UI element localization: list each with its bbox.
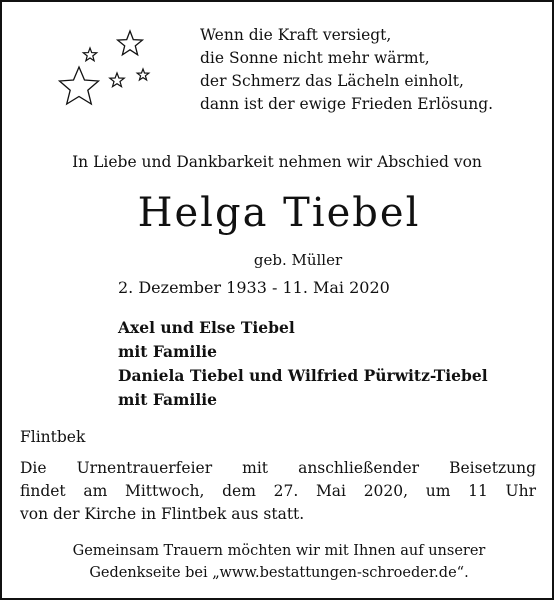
poem-line: die Sonne nicht mehr wärmt, xyxy=(200,49,430,67)
ceremony-line: Die Urnentrauerfeier mit anschließender Beisetzung xyxy=(20,459,536,477)
poem xyxy=(200,24,493,116)
memorial-line: Gemeinsam Trauern möchten wir mit Ihnen auf unserer xyxy=(72,543,486,559)
ceremony-line: findet am Mittwoch, dem 27. Mai 2020, um 11 Uhr xyxy=(20,482,536,500)
mourner-line: mit Familie xyxy=(118,390,217,409)
star-icon xyxy=(110,73,124,87)
birth-name: geb. Müller xyxy=(253,251,343,269)
poem-line: dann ist der ewige Frieden Erlösung. xyxy=(200,95,494,113)
ceremony-info xyxy=(20,457,536,526)
star-icon xyxy=(83,48,96,61)
ceremony-line: von der Kirche in Flintbek aus statt. xyxy=(20,505,305,523)
mourner-line: Daniela Tiebel und Wilfried Pürwitz-Tiebel xyxy=(118,366,488,385)
farewell-intro: In Liebe und Dankbarkeit nehmen wir Abschied von xyxy=(72,153,482,171)
mourner-line: Axel und Else Tiebel xyxy=(118,318,295,337)
place-name: Flintbek xyxy=(20,428,86,446)
memorial-line: Gedenkseite bei „www.bestattungen-schroeder.de“. xyxy=(89,565,469,581)
memorial-page-note xyxy=(2,540,554,584)
mourner-line: mit Familie xyxy=(118,342,217,361)
star-icon xyxy=(118,31,143,55)
mourners-list xyxy=(118,316,488,412)
life-dates: 2. Dezember 1933 - 11. Mai 2020 xyxy=(118,278,390,297)
poem-line: Wenn die Kraft versiegt, xyxy=(200,26,392,44)
deceased-name: Helga Tiebel xyxy=(137,190,421,236)
star-icon xyxy=(137,69,149,80)
star-icon xyxy=(60,67,99,104)
poem-line: der Schmerz das Lächeln einholt, xyxy=(200,72,464,90)
stars-decoration xyxy=(54,28,164,124)
